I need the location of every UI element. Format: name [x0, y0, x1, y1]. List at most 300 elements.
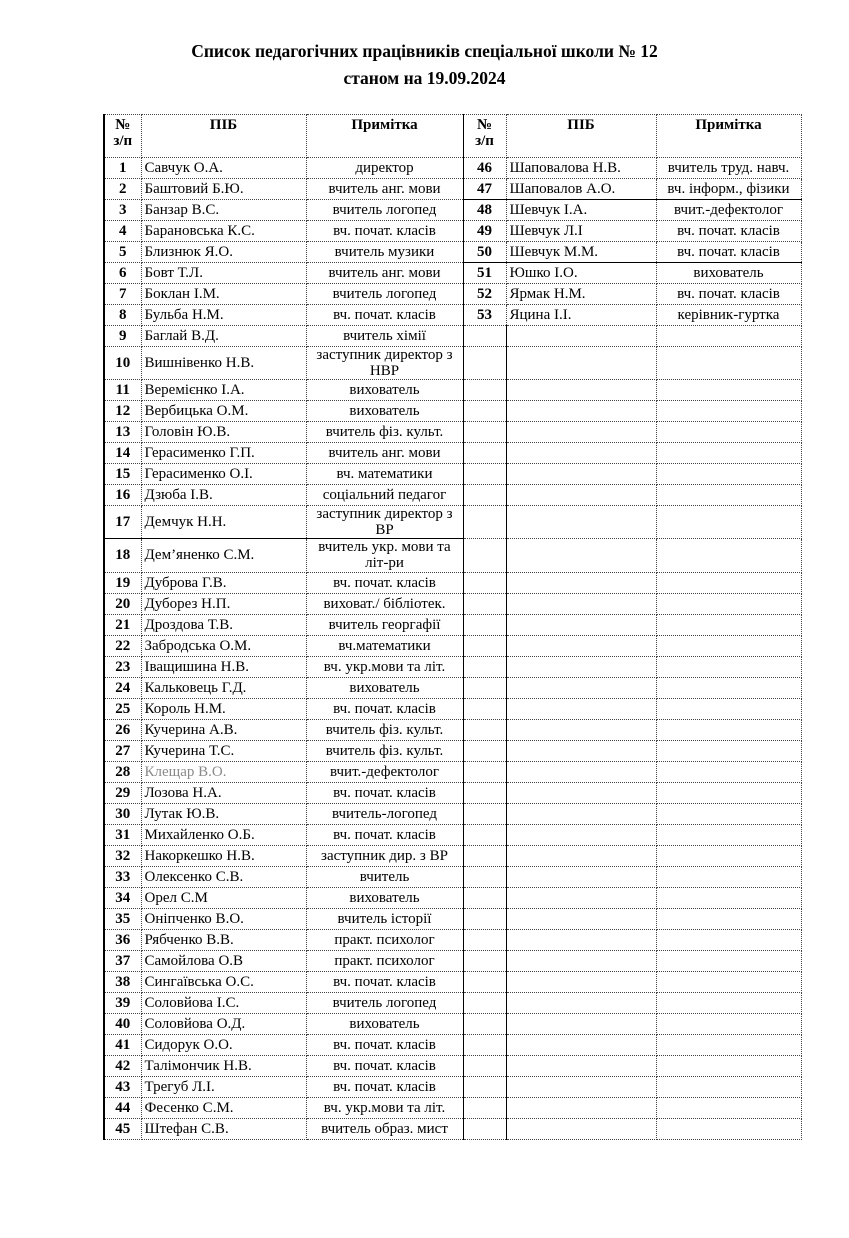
name-cell [506, 824, 656, 845]
note-cell [656, 761, 801, 782]
name-cell: Клещар В.О. [141, 761, 306, 782]
name-cell: Яцина І.І. [506, 305, 656, 326]
row-num-cell: 45 [104, 1118, 141, 1139]
name-cell: Боклан І.М. [141, 284, 306, 305]
note-cell: вчитель анг. мови [306, 179, 463, 200]
name-cell: Бовт Т.Л. [141, 263, 306, 284]
table-row [104, 824, 801, 845]
name-cell: Савчук О.А. [141, 158, 306, 179]
table-row [104, 464, 801, 485]
staff-table [103, 114, 802, 1139]
header-num-line2: з/п [475, 133, 494, 150]
name-cell [506, 443, 656, 464]
note-cell: вч. укр.мови та літ. [306, 1097, 463, 1118]
name-cell: Забродська О.М. [141, 635, 306, 656]
row-num-cell: 7 [104, 284, 141, 305]
row-num-cell [463, 887, 506, 908]
note-cell [656, 1055, 801, 1076]
row-num-cell [463, 992, 506, 1013]
note-cell: вчитель історії [306, 908, 463, 929]
note-cell: вч. почат. класів [656, 284, 801, 305]
row-num-cell: 6 [104, 263, 141, 284]
name-cell: Головін Ю.В. [141, 422, 306, 443]
note-cell: вчитель логопед [306, 992, 463, 1013]
table-row [104, 305, 801, 326]
row-num-cell [463, 1097, 506, 1118]
name-cell [506, 950, 656, 971]
name-cell: Шевчук Л.І [506, 221, 656, 242]
name-cell: Дуборез Н.П. [141, 593, 306, 614]
header-name-left: ПІБ [141, 115, 306, 158]
row-num-cell: 36 [104, 929, 141, 950]
note-cell: вч.математики [306, 635, 463, 656]
note-cell: вчитель музики [306, 242, 463, 263]
row-num-cell: 40 [104, 1013, 141, 1034]
table-row [104, 443, 801, 464]
table-row [104, 200, 801, 221]
name-cell: Оніпченко В.О. [141, 908, 306, 929]
row-num-cell: 9 [104, 326, 141, 347]
name-cell [506, 401, 656, 422]
name-cell: Трегуб Л.І. [141, 1076, 306, 1097]
name-cell [506, 803, 656, 824]
header-num-right [463, 115, 506, 158]
note-cell: вч. почат. класів [306, 305, 463, 326]
name-cell [506, 656, 656, 677]
row-num-cell [463, 908, 506, 929]
note-cell: вч. почат. класів [306, 971, 463, 992]
name-cell [506, 761, 656, 782]
row-num-cell [463, 929, 506, 950]
table-row [104, 380, 801, 401]
table-row [104, 221, 801, 242]
table-row [104, 539, 801, 572]
row-num-cell [463, 539, 506, 572]
note-cell: вчитель георгафії [306, 614, 463, 635]
note-cell: вчитель образ. мист [306, 1118, 463, 1139]
name-cell: Герасименко Г.П. [141, 443, 306, 464]
name-cell: Кучерина Т.С. [141, 740, 306, 761]
row-num-cell [463, 1034, 506, 1055]
note-cell: виховат./ бібліотек. [306, 593, 463, 614]
note-cell [656, 422, 801, 443]
note-cell: вчитель фіз. культ. [306, 719, 463, 740]
row-num-cell [463, 971, 506, 992]
name-cell: Накоркешко Н.В. [141, 845, 306, 866]
note-cell [656, 1118, 801, 1139]
note-cell: вчитель-логопед [306, 803, 463, 824]
table-row [104, 635, 801, 656]
name-cell: Герасименко О.І. [141, 464, 306, 485]
note-cell [656, 908, 801, 929]
note-cell [656, 656, 801, 677]
note-cell [656, 677, 801, 698]
table-row [104, 158, 801, 179]
row-num-cell: 47 [463, 179, 506, 200]
name-cell: Рябченко В.В. [141, 929, 306, 950]
name-cell [506, 347, 656, 380]
row-num-cell: 32 [104, 845, 141, 866]
note-cell: практ. психолог [306, 929, 463, 950]
note-cell [656, 719, 801, 740]
note-cell [656, 443, 801, 464]
row-num-cell: 51 [463, 263, 506, 284]
note-cell: вчит.-дефектолог [306, 761, 463, 782]
row-num-cell [463, 950, 506, 971]
row-num-cell: 2 [104, 179, 141, 200]
table-row [104, 179, 801, 200]
name-cell [506, 908, 656, 929]
row-num-cell: 16 [104, 485, 141, 506]
note-cell: вихователь [306, 380, 463, 401]
row-num-cell: 20 [104, 593, 141, 614]
row-num-cell: 39 [104, 992, 141, 1013]
note-cell [656, 845, 801, 866]
row-num-cell [463, 1076, 506, 1097]
header-num-left [104, 115, 141, 158]
row-num-cell: 27 [104, 740, 141, 761]
name-cell: Штефан С.В. [141, 1118, 306, 1139]
name-cell [506, 782, 656, 803]
note-cell: вч. почат. класів [306, 824, 463, 845]
name-cell: Дуброва Г.В. [141, 572, 306, 593]
name-cell: Фесенко С.М. [141, 1097, 306, 1118]
row-num-cell [463, 506, 506, 539]
row-num-cell: 35 [104, 908, 141, 929]
note-cell [656, 593, 801, 614]
note-cell [656, 380, 801, 401]
name-cell: Король Н.М. [141, 698, 306, 719]
note-cell [656, 506, 801, 539]
document-title-line2: станом на 19.09.2024 [343, 68, 506, 89]
name-cell: Сингаївська О.С. [141, 971, 306, 992]
name-cell [506, 539, 656, 572]
row-num-cell: 50 [463, 242, 506, 263]
header-note-left: Примітка [306, 115, 463, 158]
name-cell: Веремієнко І.А. [141, 380, 306, 401]
table-row [104, 719, 801, 740]
row-num-cell: 10 [104, 347, 141, 380]
name-cell: Сидорук О.О. [141, 1034, 306, 1055]
table-row [104, 401, 801, 422]
row-num-cell [463, 464, 506, 485]
note-cell: вихователь [306, 887, 463, 908]
note-cell: вч. укр.мови та літ. [306, 656, 463, 677]
note-cell: вчитель фіз. культ. [306, 422, 463, 443]
table-row [104, 992, 801, 1013]
note-cell [656, 887, 801, 908]
name-cell: Соловйова І.С. [141, 992, 306, 1013]
header-num-line1: № [476, 117, 493, 134]
table-row [104, 614, 801, 635]
row-num-cell: 13 [104, 422, 141, 443]
table-row [104, 677, 801, 698]
note-cell [656, 824, 801, 845]
row-num-cell [463, 1118, 506, 1139]
name-cell: Дроздова Т.В. [141, 614, 306, 635]
name-cell: Вишнівенко Н.В. [141, 347, 306, 380]
name-cell [506, 740, 656, 761]
name-cell [506, 1055, 656, 1076]
row-num-cell: 5 [104, 242, 141, 263]
name-cell [506, 485, 656, 506]
name-cell: Олексенко С.В. [141, 866, 306, 887]
row-num-cell [463, 635, 506, 656]
name-cell [506, 593, 656, 614]
row-num-cell: 14 [104, 443, 141, 464]
row-num-cell [463, 866, 506, 887]
table-row [104, 263, 801, 284]
name-cell [506, 1034, 656, 1055]
note-cell: вчитель логопед [306, 200, 463, 221]
row-num-cell: 30 [104, 803, 141, 824]
table-row [104, 950, 801, 971]
name-cell: Лозова Н.А. [141, 782, 306, 803]
header-note-right: Примітка [656, 115, 801, 158]
name-cell: Дзюба І.В. [141, 485, 306, 506]
row-num-cell: 53 [463, 305, 506, 326]
table-row [104, 242, 801, 263]
name-cell: Бульба Н.М. [141, 305, 306, 326]
name-cell: Ярмак Н.М. [506, 284, 656, 305]
table-row [104, 422, 801, 443]
row-num-cell [463, 761, 506, 782]
name-cell: Вербицька О.М. [141, 401, 306, 422]
note-cell [656, 347, 801, 380]
table-row [104, 1076, 801, 1097]
row-num-cell [463, 740, 506, 761]
row-num-cell: 31 [104, 824, 141, 845]
row-num-cell [463, 803, 506, 824]
row-num-cell [463, 326, 506, 347]
table-row [104, 506, 801, 539]
note-cell: вч. математики [306, 464, 463, 485]
row-num-cell: 4 [104, 221, 141, 242]
note-cell [656, 614, 801, 635]
note-cell [656, 971, 801, 992]
row-num-cell [463, 401, 506, 422]
row-num-cell: 24 [104, 677, 141, 698]
note-cell: вчит.-дефектолог [656, 200, 801, 221]
row-num-cell: 12 [104, 401, 141, 422]
name-cell [506, 698, 656, 719]
row-num-cell [463, 380, 506, 401]
row-num-cell [463, 782, 506, 803]
name-cell [506, 326, 656, 347]
row-num-cell [463, 698, 506, 719]
name-cell [506, 971, 656, 992]
note-cell: вихователь [656, 263, 801, 284]
note-cell: вчитель хімії [306, 326, 463, 347]
row-num-cell [463, 614, 506, 635]
note-cell: практ. психолог [306, 950, 463, 971]
row-num-cell [463, 824, 506, 845]
note-cell: вч. інформ., фізики [656, 179, 801, 200]
row-num-cell: 29 [104, 782, 141, 803]
name-cell: Михайленко О.Б. [141, 824, 306, 845]
row-num-cell: 15 [104, 464, 141, 485]
table-row [104, 656, 801, 677]
note-cell: вч. почат. класів [306, 782, 463, 803]
note-cell [656, 929, 801, 950]
row-num-cell [463, 1055, 506, 1076]
note-cell: вчитель логопед [306, 284, 463, 305]
name-cell [506, 380, 656, 401]
row-num-cell: 23 [104, 656, 141, 677]
name-cell [506, 719, 656, 740]
note-cell [656, 866, 801, 887]
table-row [104, 929, 801, 950]
note-cell: вихователь [306, 401, 463, 422]
row-num-cell: 25 [104, 698, 141, 719]
table-row [104, 572, 801, 593]
name-cell: Юшко І.О. [506, 263, 656, 284]
table-row [104, 782, 801, 803]
table-row [104, 593, 801, 614]
note-cell: вчитель анг. мови [306, 443, 463, 464]
name-cell: Банзар В.С. [141, 200, 306, 221]
note-cell: вч. почат. класів [306, 221, 463, 242]
name-cell: Шаповалова Н.В. [506, 158, 656, 179]
note-cell [656, 1034, 801, 1055]
note-cell [656, 992, 801, 1013]
note-cell: вихователь [306, 677, 463, 698]
row-num-cell [463, 572, 506, 593]
row-num-cell: 43 [104, 1076, 141, 1097]
name-cell: Шевчук І.А. [506, 200, 656, 221]
name-cell [506, 845, 656, 866]
table-row [104, 1055, 801, 1076]
note-cell: вч. почат. класів [306, 572, 463, 593]
table-row [104, 803, 801, 824]
note-cell: директор [306, 158, 463, 179]
note-cell: керівник-гуртка [656, 305, 801, 326]
header-row [104, 115, 801, 158]
row-num-cell: 22 [104, 635, 141, 656]
row-num-cell: 26 [104, 719, 141, 740]
name-cell [506, 614, 656, 635]
row-num-cell: 3 [104, 200, 141, 221]
row-num-cell: 21 [104, 614, 141, 635]
note-cell [656, 782, 801, 803]
note-cell [656, 1076, 801, 1097]
note-cell [656, 740, 801, 761]
note-cell: вч. почат. класів [656, 242, 801, 263]
table-row [104, 866, 801, 887]
note-cell [656, 1013, 801, 1034]
row-num-cell [463, 719, 506, 740]
header-num-line2: з/п [113, 133, 133, 150]
note-cell: вчитель [306, 866, 463, 887]
table-row [104, 908, 801, 929]
row-num-cell: 44 [104, 1097, 141, 1118]
note-cell: заступник директор з ВР [306, 506, 463, 539]
table-row [104, 1118, 801, 1139]
name-cell [506, 1118, 656, 1139]
note-cell: вч. почат. класів [656, 221, 801, 242]
row-num-cell: 42 [104, 1055, 141, 1076]
row-num-cell: 11 [104, 380, 141, 401]
note-cell: вчитель фіз. культ. [306, 740, 463, 761]
row-num-cell: 33 [104, 866, 141, 887]
note-cell [656, 326, 801, 347]
name-cell: Лутак Ю.В. [141, 803, 306, 824]
table-row [104, 284, 801, 305]
note-cell [656, 950, 801, 971]
row-num-cell [463, 845, 506, 866]
note-cell [656, 464, 801, 485]
table-row [104, 971, 801, 992]
note-cell: вчитель анг. мови [306, 263, 463, 284]
note-cell: вчитель укр. мови та літ-ри [306, 539, 463, 572]
note-cell: заступник дир. з ВР [306, 845, 463, 866]
name-cell [506, 1097, 656, 1118]
row-num-cell: 41 [104, 1034, 141, 1055]
name-cell: Орел С.М [141, 887, 306, 908]
note-cell [656, 803, 801, 824]
name-cell [506, 929, 656, 950]
row-num-cell: 48 [463, 200, 506, 221]
row-num-cell: 19 [104, 572, 141, 593]
row-num-cell: 8 [104, 305, 141, 326]
note-cell: вч. почат. класів [306, 1076, 463, 1097]
document-title [0, 38, 849, 92]
table-row [104, 347, 801, 380]
row-num-cell [463, 422, 506, 443]
row-num-cell: 17 [104, 506, 141, 539]
name-cell [506, 572, 656, 593]
row-num-cell: 28 [104, 761, 141, 782]
note-cell: вч. почат. класів [306, 698, 463, 719]
row-num-cell: 38 [104, 971, 141, 992]
table-row [104, 1097, 801, 1118]
name-cell [506, 506, 656, 539]
row-num-cell [463, 677, 506, 698]
table-row [104, 326, 801, 347]
name-cell: Кучерина А.В. [141, 719, 306, 740]
note-cell [656, 539, 801, 572]
row-num-cell: 49 [463, 221, 506, 242]
note-cell: вч. почат. класів [306, 1034, 463, 1055]
name-cell: Шаповалов А.О. [506, 179, 656, 200]
name-cell: Баштовий Б.Ю. [141, 179, 306, 200]
note-cell [656, 1097, 801, 1118]
note-cell [656, 401, 801, 422]
note-cell [656, 572, 801, 593]
note-cell [656, 698, 801, 719]
row-num-cell [463, 656, 506, 677]
row-num-cell: 1 [104, 158, 141, 179]
table-row [104, 485, 801, 506]
row-num-cell [463, 593, 506, 614]
name-cell [506, 866, 656, 887]
name-cell: Талімончик Н.В. [141, 1055, 306, 1076]
note-cell [656, 485, 801, 506]
note-cell [656, 635, 801, 656]
name-cell [506, 992, 656, 1013]
table-row [104, 698, 801, 719]
name-cell [506, 1076, 656, 1097]
name-cell [506, 887, 656, 908]
row-num-cell: 46 [463, 158, 506, 179]
name-cell: Близнюк Я.О. [141, 242, 306, 263]
name-cell [506, 464, 656, 485]
document-title-line1: Список педагогічних працівників спеціальної школи № 12 [191, 41, 658, 61]
name-cell: Баглай В.Д. [141, 326, 306, 347]
name-cell: Соловйова О.Д. [141, 1013, 306, 1034]
name-cell [506, 422, 656, 443]
table-row [104, 1034, 801, 1055]
